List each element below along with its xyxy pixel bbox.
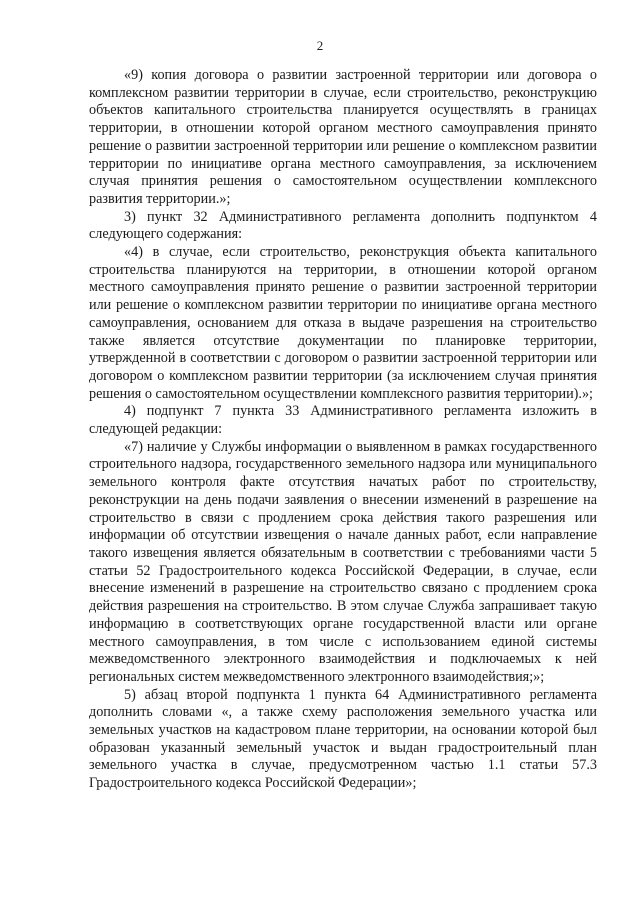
- paragraph-subitem-7-quote: «7) наличие у Службы информации о выявленном в рамках государственного строительного надзора, государственного земельного надзора или муниципального земельного контроля факте отсутствия начатых работ по строительству, реконструкции на день подачи заявления о внесении изменений в разрешение на строительство в связи с продлением срока действия такого разрешения или информации об отсутствии извещения о начале данных работ, если направление такого извещения является обязательным в соответствии с требованиями части 5 статьи 52 Градостроительного кодекса Российской Федерации, в случае, если внесение изменений в разрешение на строительство связано с продлением срока действия разрешения на строительство. В этом случае Служба запрашивает такую информацию в соответствующих органе государственной власти или органе местного самоуправления, в том числе с использованием единой системы межведомственного электронного взаимодействия и подключаемых к ней региональных систем межведомственного электронного взаимодействия;»;: [89, 438, 597, 685]
- paragraph-subitem-4-quote: «4) в случае, если строительство, реконструкция объекта капитального строительства планируются на территории, в отношении которой органом местного самоуправления принято решение о развитии застроенной территории или решение о комплексном развитии территории по инициативе органа местного самоуправления, основанием для отказа в выдаче разрешения на строительство также является отсутствие документации по планировке территории, утвержденной в соответствии с договором о развитии застроенной территории или договором о комплексном развитии территории (за исключением случая принятия решения о самостоятельном осуществлении комплексного развития территории).»;: [89, 244, 597, 402]
- page-number: 2: [316, 38, 324, 53]
- paragraph-subitem-9-quote: «9) копия договора о развитии застроенной территории или договора о комплексном развитии территории в случае, если строительство, реконструкцию объектов капитального строительства планируется осуществлять в границах территории, в отношении которой органом местного самоуправления принято решение о развитии застроенной территории или решение о комплексном развитии территории по инициативе органа местного самоуправления, за исключением случая принятия решения о самостоятельном осуществлении комплексного развития территории.»;: [89, 67, 597, 207]
- paragraph-amendment-5: 5) абзац второй подпункта 1 пункта 64 Административного регламента дополнить словами «, а также схему расположения земельного участка или земельных участков на кадастровом плане территории, на основании которой был образован указанный земельный участок и выдан градостроительный план земельного участка в случае, предусмотренном частью 1.1 статьи 57.3 Градостроительного кодекса Российской Федерации»;: [89, 686, 597, 792]
- paragraph-amendment-3: 3) пункт 32 Административного регламента дополнить подпунктом 4 следующего содержания:: [89, 208, 597, 243]
- paragraph-amendment-4: 4) подпункт 7 пункта 33 Административного регламента изложить в следующей редакции:: [89, 403, 597, 438]
- document-body: [89, 67, 597, 793]
